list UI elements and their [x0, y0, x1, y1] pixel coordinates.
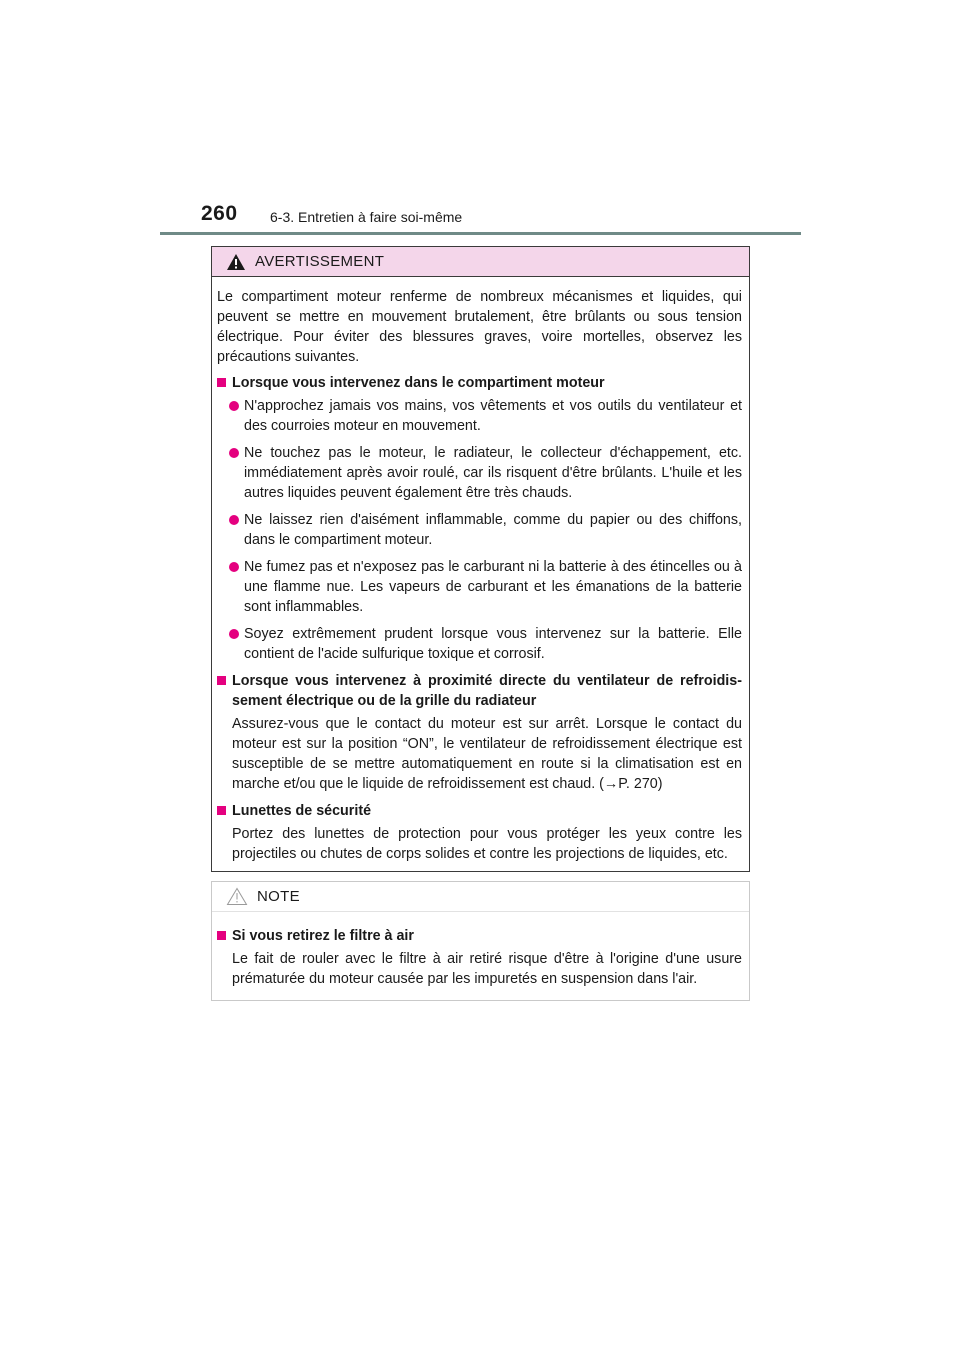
section-heading: Lorsque vous intervenez dans le compartiment moteur	[217, 373, 742, 393]
warning-box	[211, 246, 750, 872]
caution-outline-icon	[226, 887, 248, 906]
list-item: Ne laissez rien d'aisément inflammable, comme du papier ou des chiffons, dans le compartiment moteur.	[229, 510, 742, 550]
warning-title: AVERTISSEMENT	[255, 253, 385, 270]
section-title: 6-3. Entretien à faire soi-même	[270, 209, 463, 225]
circle-bullet-icon	[229, 562, 239, 572]
section-text: Assurez-vous que le contact du moteur est sur arrêt. Lorsque le contact du moteur est sur la position “ON”, le ventilateur de refroidissement électrique est susceptible de se mettre automatiquement en route si la climatisation est en marche et/ou que le liquide de refroidissement est chaud. (→P. 270)	[232, 716, 742, 792]
square-bullet-icon	[217, 378, 226, 387]
page-number: 260	[201, 202, 238, 225]
circle-bullet-icon	[229, 515, 239, 525]
warning-intro: Le compartiment moteur renferme de nombreux mécanismes et liquides, qui peuvent se mettre en mouvement brutalement, être brûlants ou sous tension électrique. Pour éviter des blessures graves, voire mortelles, observez les précautions suivantes.	[217, 289, 742, 365]
circle-bullet-icon	[229, 629, 239, 639]
list-item: Ne touchez pas le moteur, le radiateur, le collecteur d'échappement, etc. immédiatement après avoir roulé, car ils risquent d'être brûlants. L'huile et les autres liquides peuvent également être très chauds.	[229, 443, 742, 503]
note-body	[212, 912, 749, 989]
list-item: Ne fumez pas et n'exposez pas le carburant ni la batterie à des étincelles ou à une flamme nue. Les vapeurs de carburant et les émanations de la batterie sont inflammables.	[229, 557, 742, 617]
warning-header	[212, 247, 749, 277]
square-bullet-icon	[217, 806, 226, 815]
circle-bullet-icon	[229, 401, 239, 411]
warning-body	[212, 277, 749, 864]
list-item: Soyez extrêmement prudent lorsque vous intervenez sur la batterie. Elle contient de l'acide sulfurique toxique et corrosif.	[229, 624, 742, 664]
square-bullet-icon	[217, 676, 226, 685]
warning-icon	[226, 253, 246, 271]
square-bullet-icon	[217, 931, 226, 940]
circle-bullet-icon	[229, 448, 239, 458]
note-text: Le fait de rouler avec le filtre à air retiré risque d'être à l'origine d'une usure prématurée du moteur causée par les impuretés en suspension dans l'air.	[232, 951, 742, 987]
section-heading: Lorsque vous intervenez à proximité directe du ventilateur de refroidis-sement électrique ou de la grille du radiateur	[217, 671, 742, 711]
section-heading: Si vous retirez le filtre à air	[217, 926, 742, 946]
header-divider	[160, 232, 801, 235]
section-text: Portez des lunettes de protection pour vous protéger les yeux contre les projectiles ou chutes de corps solides et contre les projections de liquides, etc.	[232, 826, 742, 862]
section-heading: Lunettes de sécurité	[217, 801, 742, 821]
list-item: N'approchez jamais vos mains, vos vêtements et vos outils du ventilateur et des courroies moteur en mouvement.	[229, 396, 742, 436]
note-box	[211, 881, 750, 1001]
note-header	[212, 882, 749, 912]
note-title: NOTE	[257, 888, 300, 905]
